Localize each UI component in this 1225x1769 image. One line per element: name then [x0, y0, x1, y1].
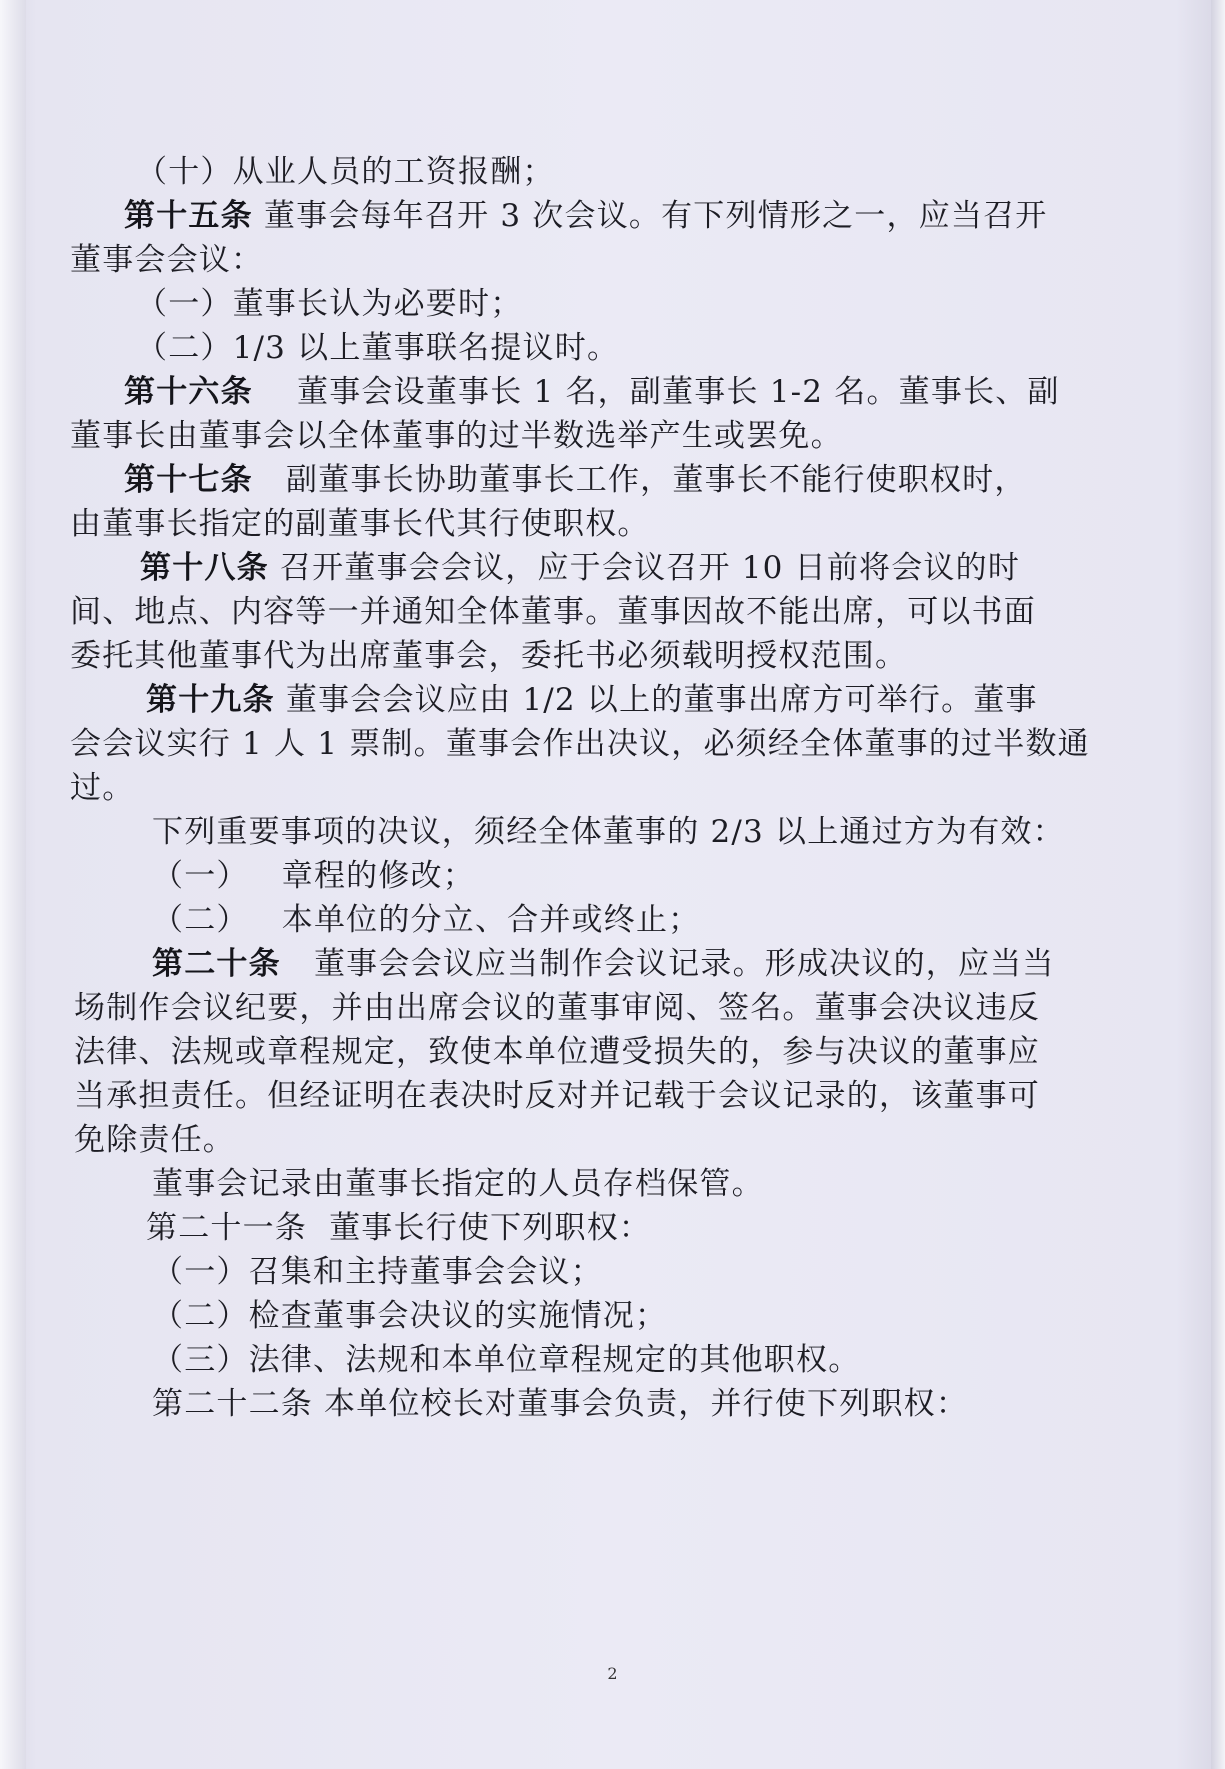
article-paragraph-line	[140, 548, 1150, 588]
paragraph-line	[74, 988, 1084, 1028]
line-text: 法律、法规或章程规定，致使本单位遭受损失的，参与决议的董事应	[74, 1034, 1040, 1070]
page-left-edge	[0, 0, 26, 1769]
page-right-edge	[1211, 0, 1225, 1769]
line-text: 由董事长指定的副董事长代其行使职权。	[70, 506, 650, 542]
line-text: 董事会记录由董事长指定的人员存档保管。	[152, 1166, 764, 1202]
paragraph-line	[70, 724, 1090, 764]
line-text: （一）董事长认为必要时；	[136, 286, 523, 322]
paragraph-line	[136, 328, 1146, 368]
line-text: 会会议实行 1 人 1 票制。董事会作出决议，必须经全体董事的过半数通	[70, 726, 1090, 762]
line-text: 董事会会议：	[70, 242, 264, 278]
paragraph-line	[136, 284, 1146, 324]
article-number: 第十七条	[124, 462, 253, 498]
paragraph-line	[152, 812, 1162, 852]
paragraph-line	[136, 152, 1146, 192]
paragraph-line	[152, 1296, 1162, 1336]
line-text: 董事会设董事长 1 名，副董事长 1-2 名。董事长、副	[252, 374, 1060, 410]
line-text: 第二十二条 本单位校长对董事会负责，并行使下列职权：	[152, 1386, 969, 1422]
article-paragraph-line	[152, 944, 1162, 984]
line-text: 副董事长协助董事长工作，董事长不能行使职权时，	[252, 462, 1027, 498]
paragraph-line	[152, 1164, 1162, 1204]
article-number: 第十六条	[124, 374, 253, 410]
line-text: （三）法律、法规和本单位章程规定的其他职权。	[152, 1342, 861, 1378]
article-paragraph-line	[124, 196, 1134, 236]
paragraph-line	[70, 504, 1080, 544]
paragraph-line	[74, 1076, 1084, 1116]
line-text: 间、地点、内容等一并通知全体董事。董事因故不能出席，可以书面	[70, 594, 1036, 630]
line-text: （一）召集和主持董事会会议；	[152, 1254, 603, 1290]
paragraph-line	[70, 592, 1080, 632]
article-paragraph-line	[124, 460, 1134, 500]
article-paragraph-line	[124, 372, 1134, 412]
paragraph-line	[70, 240, 1080, 280]
line-text: （十）从业人员的工资报酬；	[136, 154, 555, 190]
line-text: 第二十一条 董事长行使下列职权：	[146, 1210, 652, 1246]
paragraph-line	[152, 1252, 1162, 1292]
line-text: （二） 本单位的分立、合并或终止；	[152, 902, 701, 938]
line-text: （二）检查董事会决议的实施情况；	[152, 1298, 668, 1334]
line-text: 董事会会议应当制作会议记录。形成决议的，应当当	[280, 946, 1055, 982]
article-number: 第十九条	[146, 682, 275, 718]
line-text: 董事会每年召开 3 次会议。有下列情形之一，应当召开	[252, 198, 1048, 234]
line-text: 委托其他董事代为出席董事会，委托书必须载明授权范围。	[70, 638, 908, 674]
line-text: 过。	[70, 770, 135, 806]
paragraph-line	[152, 856, 1162, 896]
article-paragraph-line	[146, 680, 1156, 720]
line-text: 当承担责任。但经证明在表决时反对并记载于会议记录的，该董事可	[74, 1078, 1040, 1114]
line-text: 免除责任。	[74, 1122, 235, 1158]
paragraph-line	[152, 1384, 1162, 1424]
article-number: 第二十条	[152, 946, 281, 982]
line-text: （一） 章程的修改；	[152, 858, 475, 894]
paragraph-line	[70, 768, 1080, 808]
line-text: 董事会会议应由 1/2 以上的董事出席方可举行。董事	[274, 682, 1038, 718]
line-text: 召开董事会会议，应于会议召开 10 日前将会议的时	[268, 550, 1021, 586]
article-number: 第十五条	[124, 198, 253, 234]
paragraph-line	[152, 1340, 1162, 1380]
article-number: 第十八条	[140, 550, 269, 586]
paragraph-line	[70, 636, 1080, 676]
page-number: 2	[607, 1664, 618, 1683]
paragraph-line	[152, 900, 1162, 940]
paragraph-line	[146, 1208, 1156, 1248]
line-text: 下列重要事项的决议，须经全体董事的 2/3 以上通过方为有效：	[152, 814, 1065, 850]
line-text: 董事长由董事会以全体董事的过半数选举产生或罢免。	[70, 418, 843, 454]
line-text: （二）1/3 以上董事联名提议时。	[136, 330, 620, 366]
paragraph-line	[74, 1032, 1084, 1072]
paragraph-line	[70, 416, 1080, 456]
paragraph-line	[74, 1120, 1084, 1160]
line-text: 场制作会议纪要，并由出席会议的董事审阅、签名。董事会决议违反	[74, 990, 1040, 1026]
